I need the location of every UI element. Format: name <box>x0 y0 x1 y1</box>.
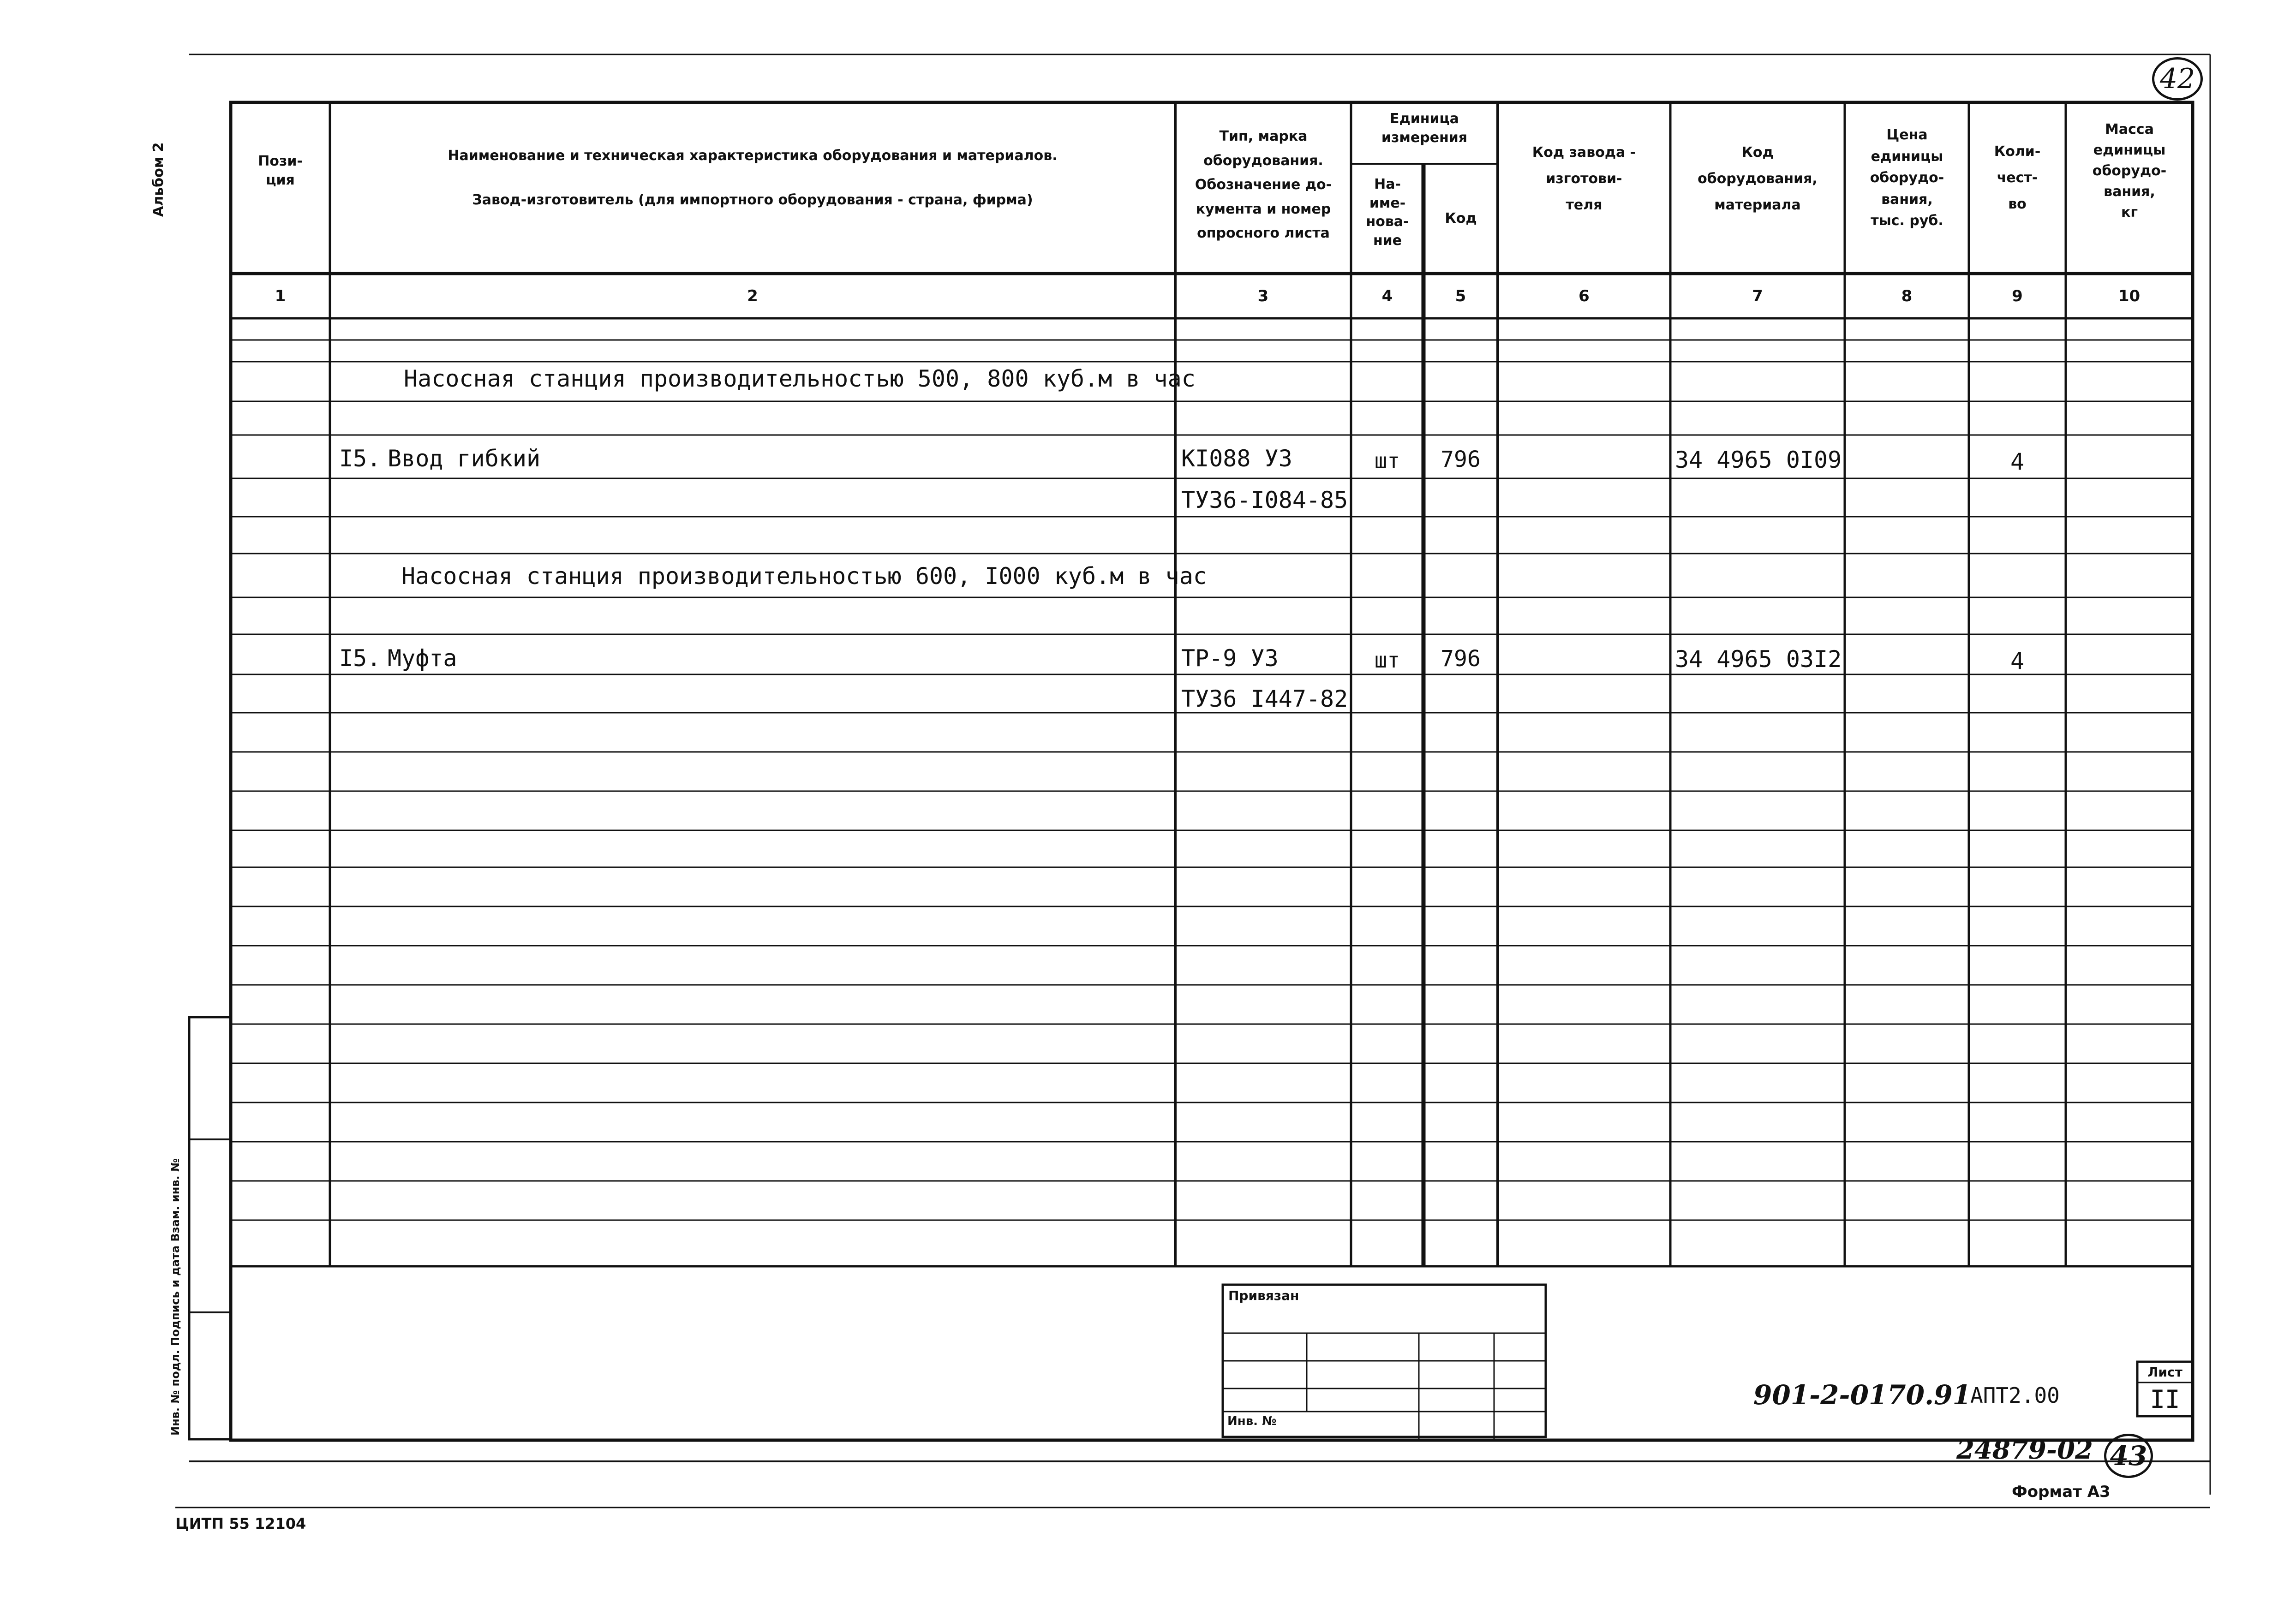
row-position: I5. <box>339 645 381 672</box>
archive-number: 24879-02 <box>1956 1435 2093 1465</box>
album-label: Альбом 2 <box>150 142 167 217</box>
header-maker-code: Код завода - изготови- теля <box>1532 144 1636 213</box>
column-number: 4 <box>1381 287 1393 305</box>
row-name: Муфта <box>388 645 457 672</box>
header-mass: Масса единицы оборудо- вания, кг <box>2092 121 2167 220</box>
document-suffix: АПТ2.00 <box>1970 1383 2060 1408</box>
row-type-doc: ТУ36 I447-82 <box>1181 685 1348 712</box>
header-unit-code: Код <box>1445 210 1477 226</box>
row-quantity: 4 <box>2010 648 2025 674</box>
header-name-line1: Наименование и техническая характеристика оборудования и материалов. <box>448 148 1058 164</box>
header-name-line2: Завод-изготовитель (для импортного оборудования - страна, фирма) <box>472 192 1033 208</box>
privyazan-label: Привязан <box>1228 1288 1299 1303</box>
row-equipment-code: 34 4965 0I09 <box>1675 447 1842 473</box>
printer-code: ЦИТП 55 12104 <box>175 1515 306 1532</box>
column-number: 6 <box>1578 287 1590 305</box>
column-number: 1 <box>275 287 286 305</box>
row-unit-code: 796 <box>1441 646 1481 672</box>
section-heading: Насосная станция производительностью 500, 800 куб.м в час <box>404 365 1196 392</box>
row-unit-code: 796 <box>1441 447 1481 472</box>
header-quantity: Коли- чест- во <box>1994 143 2041 212</box>
side-stamp-label: Инв. № подл. Подпись и дата Взам. инв. № <box>169 1158 182 1436</box>
header-unit-name: На- име- нова- ние <box>1366 176 1409 249</box>
page-number-circle: 42 <box>2152 57 2203 101</box>
row-equipment-code: 34 4965 03I2 <box>1675 646 1842 673</box>
inventory-number-label: Инв. № <box>1227 1414 1277 1428</box>
column-number: 9 <box>2012 287 2023 305</box>
row-unit: шт <box>1374 448 1400 473</box>
row-type-doc: ТУ36-I084-85 <box>1181 487 1348 513</box>
row-unit: шт <box>1374 648 1400 673</box>
sheet-label: Лист <box>2147 1365 2182 1380</box>
document-code: 901-2-0170.91 <box>1753 1379 1971 1411</box>
header-unit-group: Единица измерения <box>1381 111 1468 146</box>
column-number: 10 <box>2118 287 2141 305</box>
row-name: Ввод гибкий <box>388 445 541 472</box>
header-type: Тип, марка оборудования. Обозначение до- кумента и номер опросного листа <box>1195 128 1332 241</box>
sheet-number: II <box>2150 1385 2180 1414</box>
column-number: 5 <box>1455 287 1466 305</box>
header-equipment-code: Код оборудования, материала <box>1698 144 1818 213</box>
section-heading: Насосная станция производительностью 600, I000 куб.м в час <box>401 563 1207 590</box>
row-type: KI088 У3 <box>1181 445 1292 472</box>
column-number: 3 <box>1257 287 1269 305</box>
row-quantity: 4 <box>2010 448 2025 475</box>
header-position: Пози- ция <box>258 153 303 188</box>
column-number: 2 <box>747 287 758 305</box>
column-number: 8 <box>1901 287 1913 305</box>
header-price: Цена единицы оборудо- вания, тыс. руб. <box>1870 127 1944 229</box>
archive-circle: 43 <box>2104 1434 2153 1478</box>
row-type: ТР-9 У3 <box>1181 645 1279 672</box>
format-label: Формат А3 <box>2012 1483 2111 1501</box>
column-number: 7 <box>1752 287 1763 305</box>
row-position: I5. <box>339 445 381 472</box>
